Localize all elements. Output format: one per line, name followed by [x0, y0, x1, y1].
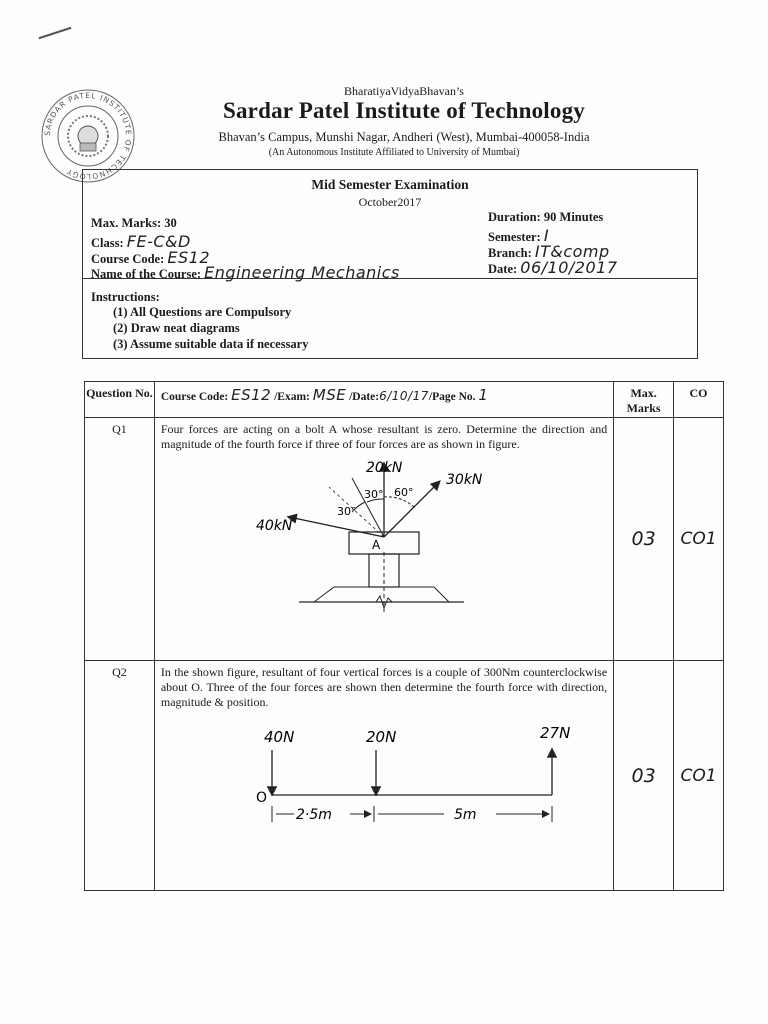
exam-title: Mid Semester Examination [311, 177, 469, 192]
angle-label: 30° [337, 505, 357, 518]
header-exam-label: /Exam: [274, 391, 310, 403]
date-row [488, 258, 618, 277]
force-diagram-q2 [214, 710, 571, 840]
table-row-q2 [85, 661, 724, 891]
duration: Duration: 90 Minutes [488, 210, 604, 224]
question-cell [154, 661, 613, 891]
question-number: Q2 [85, 661, 155, 891]
header-date-label: /Date: [349, 391, 380, 403]
class-value: FE-C&D [126, 232, 191, 251]
force-diagram-q1 [234, 452, 534, 622]
institute-affiliation: (An Autonomous Institute Affiliated to University of Mumbai) [268, 147, 520, 158]
info-divider [83, 278, 697, 279]
header-page-label: /Page No. [428, 391, 476, 403]
instruction-item: (1) All Questions are Compulsory [113, 305, 292, 319]
force-label: 27N [540, 724, 571, 742]
distance-label: 2·5m [296, 807, 332, 823]
date-value: 06/10/2017 [520, 258, 618, 277]
branch-label: Branch: [488, 246, 532, 260]
header-page-value: 1 [478, 386, 489, 404]
col-header-question: Question No. [85, 382, 155, 418]
co-value: CO1 [674, 661, 724, 891]
course-code-value: ES12 [167, 248, 211, 267]
course-name-value: Engineering Mechanics [204, 263, 400, 282]
publisher-name: BharatiyaVidyaBhavan’s [344, 84, 464, 98]
col-header-marks: Max. Marks [614, 382, 674, 418]
table-row-q1 [85, 418, 724, 661]
co-value: CO1 [674, 418, 724, 661]
angle-label: 60° [394, 486, 414, 499]
question-text: Four forces are acting on a bolt A whose resultant is zero. Determine the direction and magnitude of the fourth force if three of four forces are as shown in figure. [160, 422, 608, 451]
col-header-co: CO [674, 382, 724, 418]
instruction-item: (3) Assume suitable data if necessary [113, 337, 309, 351]
header-exam-value: MSE [312, 386, 347, 404]
date-label: Date: [488, 262, 518, 276]
table-header-row [85, 382, 724, 418]
institute-title: Sardar Patel Institute of Technology [222, 98, 585, 123]
instruction-item: (2) Draw neat diagrams [113, 321, 240, 335]
question-cell [154, 418, 613, 661]
force-label: 40kN [256, 518, 293, 534]
question-text: In the shown figure, resultant of four vertical forces is a couple of 300Nm counterclockwise about O. Three of the four forces are shown then determine the fourth force with direction, magnitude & position. [160, 665, 608, 709]
exam-info-box [82, 169, 698, 359]
force-label: 40N [264, 728, 295, 746]
seal-ring-text: SARDAR PATEL INSTITUTE OF TECHNOLOGY [42, 90, 134, 182]
header-date-value: 6/10/17 [379, 389, 429, 403]
exam-month: October2017 [358, 195, 422, 209]
origin-label: O [256, 790, 268, 806]
max-marks-value: 03 [614, 661, 674, 891]
header-course-code-value: ES12 [231, 386, 272, 404]
semester-value: I [543, 226, 550, 245]
question-number: Q1 [85, 418, 155, 661]
institute-address: Bhavan’s Campus, Munshi Nagar, Andheri (West), Mumbai-400058-India [218, 130, 590, 144]
force-arrow-40kn [289, 517, 384, 537]
instructions-heading: Instructions: [91, 290, 160, 304]
scan-mark [39, 27, 72, 39]
force-label: 20N [366, 728, 397, 746]
course-name-row [91, 263, 400, 282]
distance-label: 5m [454, 807, 477, 823]
class-label: Class: [91, 236, 124, 250]
semester-label: Semester: [488, 230, 541, 244]
angle-label: 30° [364, 488, 384, 501]
question-table [84, 381, 724, 891]
branch-value: IT&comp [534, 242, 610, 261]
col-header-course [154, 382, 613, 418]
force-label: 20kN [366, 460, 403, 476]
point-label: A [372, 538, 381, 552]
max-marks: Max. Marks: 30 [91, 216, 177, 230]
header-course-code-label: Course Code: [160, 391, 229, 403]
force-label: 30kN [446, 472, 483, 488]
max-marks-value: 03 [614, 418, 674, 661]
course-code-label: Course Code: [91, 252, 165, 266]
course-name-label: Name of the Course: [91, 267, 202, 281]
